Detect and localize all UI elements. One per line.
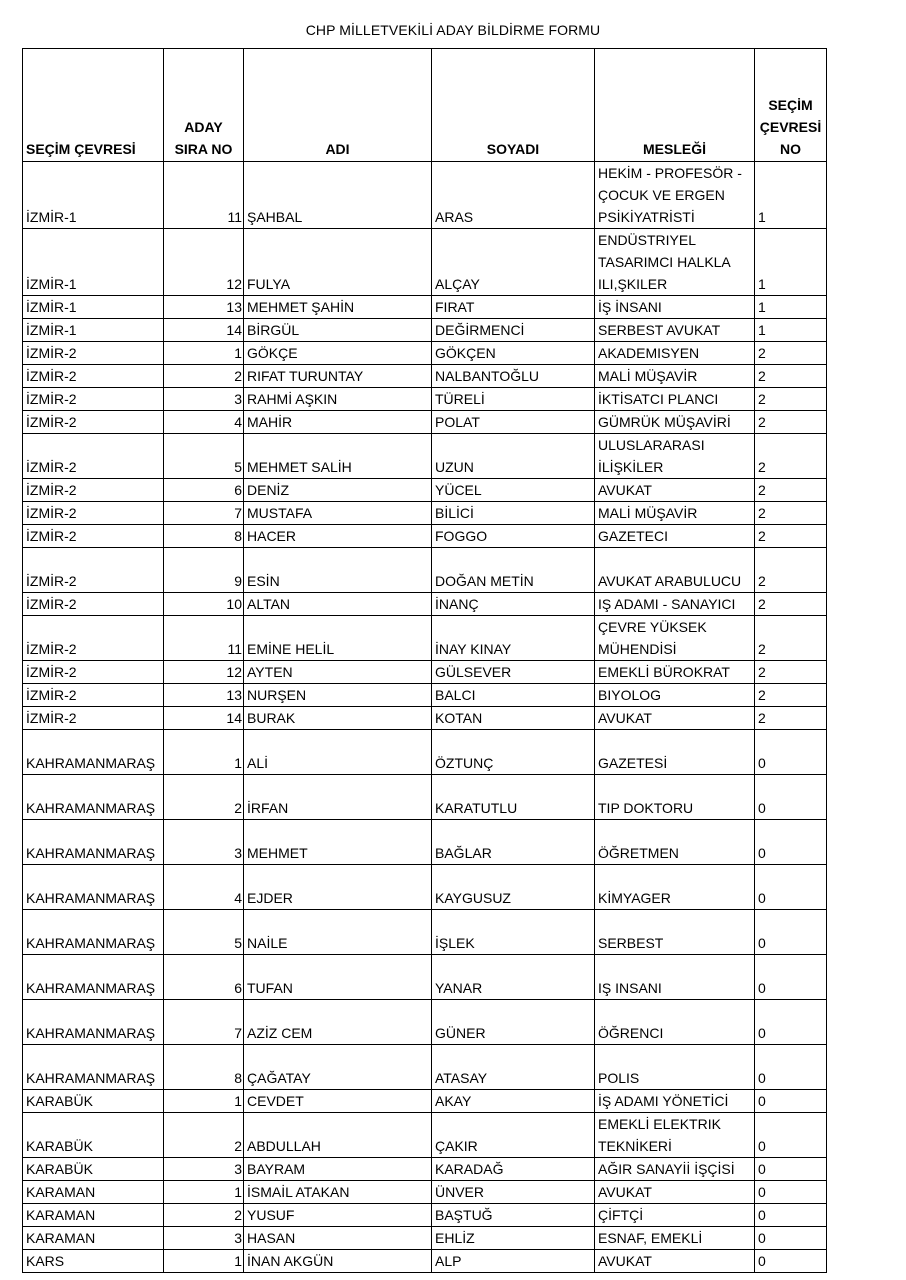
meslek-line: İŞ İNSANI: [598, 299, 662, 315]
cell-secim-cevresi: İZMİR-2: [23, 616, 164, 661]
cell-meslegi: [595, 1090, 755, 1113]
cell-aday-sira-no: 3: [164, 388, 244, 411]
cell-secim-cevresi-no: 0: [755, 730, 827, 775]
cell-adi: AZİZ CEM: [244, 1000, 432, 1045]
cell-secim-cevresi: KARAMAN: [23, 1204, 164, 1227]
cell-aday-sira-no: 2: [164, 1113, 244, 1158]
header-secim-cevresi: SEÇİM ÇEVRESİ: [23, 49, 164, 162]
meslek-line: POLIS: [598, 1070, 640, 1086]
cell-adi: ŞAHBAL: [244, 162, 432, 229]
cell-secim-cevresi-no: 2: [755, 525, 827, 548]
cell-secim-cevresi-no: 2: [755, 411, 827, 434]
cell-secim-cevresi: KARAMAN: [23, 1181, 164, 1204]
cell-secim-cevresi: KAHRAMANMARAŞ: [23, 730, 164, 775]
cell-secim-cevresi: İZMİR-2: [23, 707, 164, 730]
table-row: [23, 1000, 827, 1045]
cell-adi: MEHMET SALİH: [244, 434, 432, 479]
cell-secim-cevresi-no: 0: [755, 865, 827, 910]
meslek-line: ÇEVRE YÜKSEK: [598, 619, 707, 635]
cell-secim-cevresi: İZMİR-1: [23, 229, 164, 296]
meslek-line: [598, 548, 751, 570]
cell-secim-cevresi-no: 0: [755, 775, 827, 820]
cell-meslegi: [595, 955, 755, 1000]
meslek-line: GAZETECI: [598, 528, 669, 544]
meslek-line: TEKNİKERİ: [598, 1138, 672, 1154]
cell-secim-cevresi: KAHRAMANMARAŞ: [23, 1045, 164, 1090]
meslek-line: SERBEST: [598, 935, 664, 951]
cell-adi: TUFAN: [244, 955, 432, 1000]
cell-adi: İRFAN: [244, 775, 432, 820]
meslek-line: ILI,ŞKILER: [598, 276, 668, 292]
cell-meslegi: [595, 865, 755, 910]
table-row: [23, 955, 827, 1000]
cell-secim-cevresi-no: 0: [755, 1113, 827, 1158]
meslek-line: AVUKAT ARABULUCU: [598, 573, 742, 589]
cell-secim-cevresi-no: 2: [755, 434, 827, 479]
cell-aday-sira-no: 12: [164, 661, 244, 684]
cell-adi: ÇAĞATAY: [244, 1045, 432, 1090]
cell-aday-sira-no: 11: [164, 162, 244, 229]
meslek-line: GAZETESİ: [598, 755, 668, 771]
cell-secim-cevresi: İZMİR-2: [23, 411, 164, 434]
cell-aday-sira-no: 12: [164, 229, 244, 296]
cell-adi: İNAN AKGÜN: [244, 1250, 432, 1273]
cell-secim-cevresi: KAHRAMANMARAŞ: [23, 775, 164, 820]
table-row: [23, 525, 827, 548]
table-row: [23, 865, 827, 910]
cell-adi: HACER: [244, 525, 432, 548]
meslek-line: ÖĞRENCI: [598, 1025, 664, 1041]
cell-secim-cevresi: KARAMAN: [23, 1227, 164, 1250]
cell-soyadi: ÜNVER: [432, 1181, 595, 1204]
cell-secim-cevresi: İZMİR-2: [23, 548, 164, 593]
cell-secim-cevresi: İZMİR-2: [23, 434, 164, 479]
cell-adi: RIFAT TURUNTAY: [244, 365, 432, 388]
cell-soyadi: KARADAĞ: [432, 1158, 595, 1181]
cell-secim-cevresi: İZMİR-2: [23, 684, 164, 707]
cell-aday-sira-no: 3: [164, 1158, 244, 1181]
cell-meslegi: [595, 593, 755, 616]
cell-adi: HASAN: [244, 1227, 432, 1250]
cell-aday-sira-no: 6: [164, 479, 244, 502]
header-secim-cevresi-no-line2: ÇEVRESİ: [759, 119, 822, 135]
table-row: [23, 593, 827, 616]
cell-secim-cevresi: İZMİR-2: [23, 365, 164, 388]
cell-secim-cevresi: KAHRAMANMARAŞ: [23, 1000, 164, 1045]
cell-secim-cevresi: İZMİR-2: [23, 502, 164, 525]
cell-soyadi: YANAR: [432, 955, 595, 1000]
meslek-line: SERBEST AVUKAT: [598, 322, 721, 338]
cell-soyadi: YÜCEL: [432, 479, 595, 502]
header-adi: ADI: [244, 49, 432, 162]
cell-meslegi: [595, 479, 755, 502]
cell-adi: DENİZ: [244, 479, 432, 502]
cell-secim-cevresi-no: 1: [755, 296, 827, 319]
header-aday-sira-no-line2: SIRA NO: [174, 141, 233, 157]
table-row: [23, 1204, 827, 1227]
cell-adi: MEHMET: [244, 820, 432, 865]
meslek-line: ÖĞRETMEN: [598, 845, 679, 861]
cell-aday-sira-no: 1: [164, 1090, 244, 1113]
meslek-line: ESNAF, EMEKLİ: [598, 1230, 703, 1246]
cell-aday-sira-no: 5: [164, 910, 244, 955]
meslek-line: ENDÜSTRIYEL: [598, 232, 697, 248]
cell-secim-cevresi-no: 0: [755, 1227, 827, 1250]
cell-adi: BİRGÜL: [244, 319, 432, 342]
header-row: [23, 49, 827, 162]
cell-secim-cevresi-no: 1: [755, 229, 827, 296]
meslek-line: AKADEMISYEN: [598, 345, 700, 361]
cell-secim-cevresi: KARABÜK: [23, 1113, 164, 1158]
cell-aday-sira-no: 1: [164, 1181, 244, 1204]
cell-meslegi: [595, 1204, 755, 1227]
cell-soyadi: ÖZTUNÇ: [432, 730, 595, 775]
cell-meslegi: [595, 1000, 755, 1045]
cell-secim-cevresi-no: 0: [755, 1000, 827, 1045]
meslek-line: [598, 865, 751, 887]
table-row: [23, 684, 827, 707]
header-secim-cevresi-no-line3: NO: [780, 141, 801, 157]
meslek-line: GÜMRÜK MÜŞAVİRİ: [598, 414, 731, 430]
meslek-line: ÇİFTÇİ: [598, 1207, 644, 1223]
cell-adi: GÖKÇE: [244, 342, 432, 365]
page-title: CHP MİLLETVEKİLİ ADAY BİLDİRME FORMU: [305, 22, 601, 38]
cell-soyadi: UZUN: [432, 434, 595, 479]
table-row: [23, 434, 827, 479]
cell-aday-sira-no: 8: [164, 525, 244, 548]
cell-soyadi: FOGGO: [432, 525, 595, 548]
header-aday-sira-no: [164, 49, 244, 162]
cell-secim-cevresi-no: 2: [755, 684, 827, 707]
cell-secim-cevresi: KAHRAMANMARAŞ: [23, 910, 164, 955]
cell-meslegi: [595, 1113, 755, 1158]
cell-meslegi: [595, 229, 755, 296]
cell-soyadi: ALÇAY: [432, 229, 595, 296]
meslek-line: IŞ ADAMI - SANAYICI: [598, 596, 736, 612]
meslek-line: İKTİSATCI PLANCI: [598, 391, 719, 407]
cell-secim-cevresi-no: 0: [755, 1250, 827, 1273]
meslek-line: [598, 910, 751, 932]
meslek-line: AVUKAT: [598, 710, 652, 726]
cell-soyadi: GÜNER: [432, 1000, 595, 1045]
table-row: [23, 479, 827, 502]
cell-meslegi: [595, 502, 755, 525]
cell-secim-cevresi-no: 1: [755, 319, 827, 342]
meslek-line: IŞ INSANI: [598, 980, 662, 996]
cell-meslegi: [595, 434, 755, 479]
meslek-line: AVUKAT: [598, 1184, 652, 1200]
cell-aday-sira-no: 4: [164, 411, 244, 434]
meslek-line: TIP DOKTORU: [598, 800, 694, 816]
cell-secim-cevresi-no: 0: [755, 1181, 827, 1204]
cell-secim-cevresi-no: 2: [755, 342, 827, 365]
cell-adi: EMİNE HELİL: [244, 616, 432, 661]
cell-adi: NURŞEN: [244, 684, 432, 707]
cell-aday-sira-no: 2: [164, 775, 244, 820]
cell-meslegi: [595, 342, 755, 365]
table-row: [23, 548, 827, 593]
cell-adi: EJDER: [244, 865, 432, 910]
cell-soyadi: GÜLSEVER: [432, 661, 595, 684]
cell-soyadi: BAŞTUĞ: [432, 1204, 595, 1227]
cell-aday-sira-no: 7: [164, 1000, 244, 1045]
cell-meslegi: [595, 1045, 755, 1090]
cell-meslegi: [595, 730, 755, 775]
cell-soyadi: BAĞLAR: [432, 820, 595, 865]
table-row: [23, 296, 827, 319]
cell-soyadi: TÜRELİ: [432, 388, 595, 411]
cell-secim-cevresi: KAHRAMANMARAŞ: [23, 955, 164, 1000]
cell-aday-sira-no: 14: [164, 707, 244, 730]
cell-secim-cevresi: KAHRAMANMARAŞ: [23, 865, 164, 910]
cell-secim-cevresi: İZMİR-2: [23, 388, 164, 411]
cell-secim-cevresi-no: 0: [755, 1090, 827, 1113]
meslek-line: ULUSLARARASI: [598, 437, 705, 453]
cell-meslegi: [595, 820, 755, 865]
meslek-line: EMEKLİ ELEKTRIK: [598, 1116, 721, 1132]
cell-secim-cevresi-no: 2: [755, 593, 827, 616]
meslek-line: MALİ MÜŞAVİR: [598, 505, 698, 521]
cell-secim-cevresi-no: 0: [755, 1158, 827, 1181]
cell-meslegi: [595, 1227, 755, 1250]
cell-meslegi: [595, 388, 755, 411]
cell-soyadi: KAYGUSUZ: [432, 865, 595, 910]
meslek-line: ÇOCUK VE ERGEN: [598, 187, 725, 203]
cell-aday-sira-no: 13: [164, 684, 244, 707]
table-body: [23, 162, 827, 1273]
cell-adi: ALTAN: [244, 593, 432, 616]
cell-aday-sira-no: 14: [164, 319, 244, 342]
meslek-line: MALİ MÜŞAVİR: [598, 368, 698, 384]
cell-soyadi: BİLİCİ: [432, 502, 595, 525]
cell-aday-sira-no: 8: [164, 1045, 244, 1090]
cell-secim-cevresi-no: 2: [755, 479, 827, 502]
meslek-line: İLİŞKİLER: [598, 459, 664, 475]
cell-soyadi: GÖKÇEN: [432, 342, 595, 365]
cell-adi: ALİ: [244, 730, 432, 775]
cell-adi: ABDULLAH: [244, 1113, 432, 1158]
cell-adi: AYTEN: [244, 661, 432, 684]
table-row: [23, 910, 827, 955]
cell-aday-sira-no: 1: [164, 342, 244, 365]
table-row: [23, 1227, 827, 1250]
cell-secim-cevresi-no: 0: [755, 1204, 827, 1227]
table-row: [23, 365, 827, 388]
cell-meslegi: [595, 296, 755, 319]
table-row: [23, 1158, 827, 1181]
cell-soyadi: DOĞAN METİN: [432, 548, 595, 593]
table-row: [23, 1045, 827, 1090]
cell-adi: MUSTAFA: [244, 502, 432, 525]
cell-adi: MEHMET ŞAHİN: [244, 296, 432, 319]
cell-secim-cevresi: KARS: [23, 1250, 164, 1273]
cell-secim-cevresi: İZMİR-2: [23, 661, 164, 684]
cell-meslegi: [595, 548, 755, 593]
cell-soyadi: KOTAN: [432, 707, 595, 730]
candidate-table: [22, 48, 827, 1273]
cell-adi: BAYRAM: [244, 1158, 432, 1181]
meslek-line: [598, 1000, 751, 1022]
cell-soyadi: İNANÇ: [432, 593, 595, 616]
table-row: [23, 411, 827, 434]
cell-aday-sira-no: 2: [164, 1204, 244, 1227]
cell-aday-sira-no: 3: [164, 1227, 244, 1250]
cell-secim-cevresi: KAHRAMANMARAŞ: [23, 820, 164, 865]
cell-secim-cevresi: İZMİR-1: [23, 162, 164, 229]
table-row: [23, 342, 827, 365]
cell-aday-sira-no: 4: [164, 865, 244, 910]
cell-secim-cevresi-no: 2: [755, 661, 827, 684]
cell-aday-sira-no: 5: [164, 434, 244, 479]
cell-meslegi: [595, 1181, 755, 1204]
cell-soyadi: ARAS: [432, 162, 595, 229]
cell-soyadi: DEĞİRMENCİ: [432, 319, 595, 342]
table-row: [23, 388, 827, 411]
cell-aday-sira-no: 6: [164, 955, 244, 1000]
cell-adi: YUSUF: [244, 1204, 432, 1227]
cell-soyadi: EHLİZ: [432, 1227, 595, 1250]
cell-meslegi: [595, 319, 755, 342]
cell-secim-cevresi-no: 2: [755, 707, 827, 730]
table-row: [23, 707, 827, 730]
cell-meslegi: [595, 910, 755, 955]
cell-adi: RAHMİ AŞKIN: [244, 388, 432, 411]
cell-secim-cevresi: KARABÜK: [23, 1158, 164, 1181]
cell-aday-sira-no: 2: [164, 365, 244, 388]
cell-secim-cevresi: İZMİR-2: [23, 525, 164, 548]
cell-secim-cevresi-no: 2: [755, 365, 827, 388]
cell-aday-sira-no: 3: [164, 820, 244, 865]
meslek-line: [598, 775, 751, 797]
table-row: [23, 1181, 827, 1204]
cell-soyadi: ATASAY: [432, 1045, 595, 1090]
meslek-line: PSİKİYATRİSTİ: [598, 209, 695, 225]
cell-aday-sira-no: 7: [164, 502, 244, 525]
table-row: [23, 820, 827, 865]
cell-secim-cevresi: KARABÜK: [23, 1090, 164, 1113]
cell-secim-cevresi-no: 0: [755, 820, 827, 865]
meslek-line: KİMYAGER: [598, 890, 671, 906]
cell-soyadi: AKAY: [432, 1090, 595, 1113]
cell-secim-cevresi-no: 0: [755, 1045, 827, 1090]
table-row: [23, 162, 827, 229]
cell-meslegi: [595, 661, 755, 684]
table-row: [23, 229, 827, 296]
meslek-line: [598, 820, 751, 842]
cell-soyadi: NALBANTOĞLU: [432, 365, 595, 388]
cell-soyadi: ÇAKIR: [432, 1113, 595, 1158]
header-meslegi: MESLEĞİ: [595, 49, 755, 162]
cell-secim-cevresi-no: 0: [755, 910, 827, 955]
cell-secim-cevresi: İZMİR-2: [23, 593, 164, 616]
cell-secim-cevresi-no: 2: [755, 616, 827, 661]
cell-aday-sira-no: 1: [164, 1250, 244, 1273]
table-row: [23, 1090, 827, 1113]
meslek-line: AĞIR SANAYİİ İŞÇİSİ: [598, 1161, 735, 1177]
cell-secim-cevresi: İZMİR-2: [23, 342, 164, 365]
cell-meslegi: [595, 525, 755, 548]
cell-meslegi: [595, 411, 755, 434]
table-row: [23, 1113, 827, 1158]
cell-meslegi: [595, 1158, 755, 1181]
cell-secim-cevresi-no: 0: [755, 955, 827, 1000]
cell-meslegi: [595, 707, 755, 730]
header-secim-cevresi-no-line1: SEÇİM: [768, 97, 813, 113]
cell-secim-cevresi-no: 2: [755, 388, 827, 411]
cell-adi: FULYA: [244, 229, 432, 296]
cell-soyadi: POLAT: [432, 411, 595, 434]
meslek-line: TASARIMCI HALKLA: [598, 254, 731, 270]
cell-secim-cevresi: İZMİR-2: [23, 479, 164, 502]
cell-adi: BURAK: [244, 707, 432, 730]
cell-soyadi: ALP: [432, 1250, 595, 1273]
table-row: [23, 502, 827, 525]
cell-aday-sira-no: 13: [164, 296, 244, 319]
cell-adi: ESİN: [244, 548, 432, 593]
cell-secim-cevresi-no: 1: [755, 162, 827, 229]
meslek-line: BIYOLOG: [598, 687, 662, 703]
meslek-line: MÜHENDİSİ: [598, 641, 677, 657]
cell-meslegi: [595, 1250, 755, 1273]
cell-meslegi: [595, 162, 755, 229]
table-row: [23, 1250, 827, 1273]
header-aday-sira-no-line1: ADAY: [184, 119, 223, 135]
cell-aday-sira-no: 10: [164, 593, 244, 616]
cell-secim-cevresi: İZMİR-1: [23, 319, 164, 342]
cell-meslegi: [595, 684, 755, 707]
meslek-line: [598, 955, 751, 977]
meslek-line: HEKİM - PROFESÖR -: [598, 165, 742, 181]
header-secim-cevresi-no: [755, 49, 827, 162]
table-row: [23, 661, 827, 684]
cell-secim-cevresi: İZMİR-1: [23, 296, 164, 319]
cell-adi: NAİLE: [244, 910, 432, 955]
cell-adi: İSMAİL ATAKAN: [244, 1181, 432, 1204]
cell-soyadi: İNAY KINAY: [432, 616, 595, 661]
meslek-line: AVUKAT: [598, 1253, 652, 1269]
cell-secim-cevresi-no: 2: [755, 548, 827, 593]
cell-adi: MAHİR: [244, 411, 432, 434]
meslek-line: [598, 730, 751, 752]
meslek-line: [598, 1045, 751, 1067]
cell-soyadi: KARATUTLU: [432, 775, 595, 820]
cell-soyadi: BALCI: [432, 684, 595, 707]
header-soyadi: SOYADI: [432, 49, 595, 162]
meslek-line: AVUKAT: [598, 482, 652, 498]
cell-soyadi: FIRAT: [432, 296, 595, 319]
cell-secim-cevresi-no: 2: [755, 502, 827, 525]
cell-aday-sira-no: 9: [164, 548, 244, 593]
meslek-line: EMEKLİ BÜROKRAT: [598, 664, 730, 680]
cell-meslegi: [595, 616, 755, 661]
table-row: [23, 319, 827, 342]
cell-adi: CEVDET: [244, 1090, 432, 1113]
cell-soyadi: İŞLEK: [432, 910, 595, 955]
table-row: [23, 616, 827, 661]
cell-aday-sira-no: 1: [164, 730, 244, 775]
cell-aday-sira-no: 11: [164, 616, 244, 661]
cell-meslegi: [595, 365, 755, 388]
meslek-line: İŞ ADAMI YÖNETİCİ: [598, 1093, 729, 1109]
table-row: [23, 730, 827, 775]
cell-meslegi: [595, 775, 755, 820]
table-row: [23, 775, 827, 820]
